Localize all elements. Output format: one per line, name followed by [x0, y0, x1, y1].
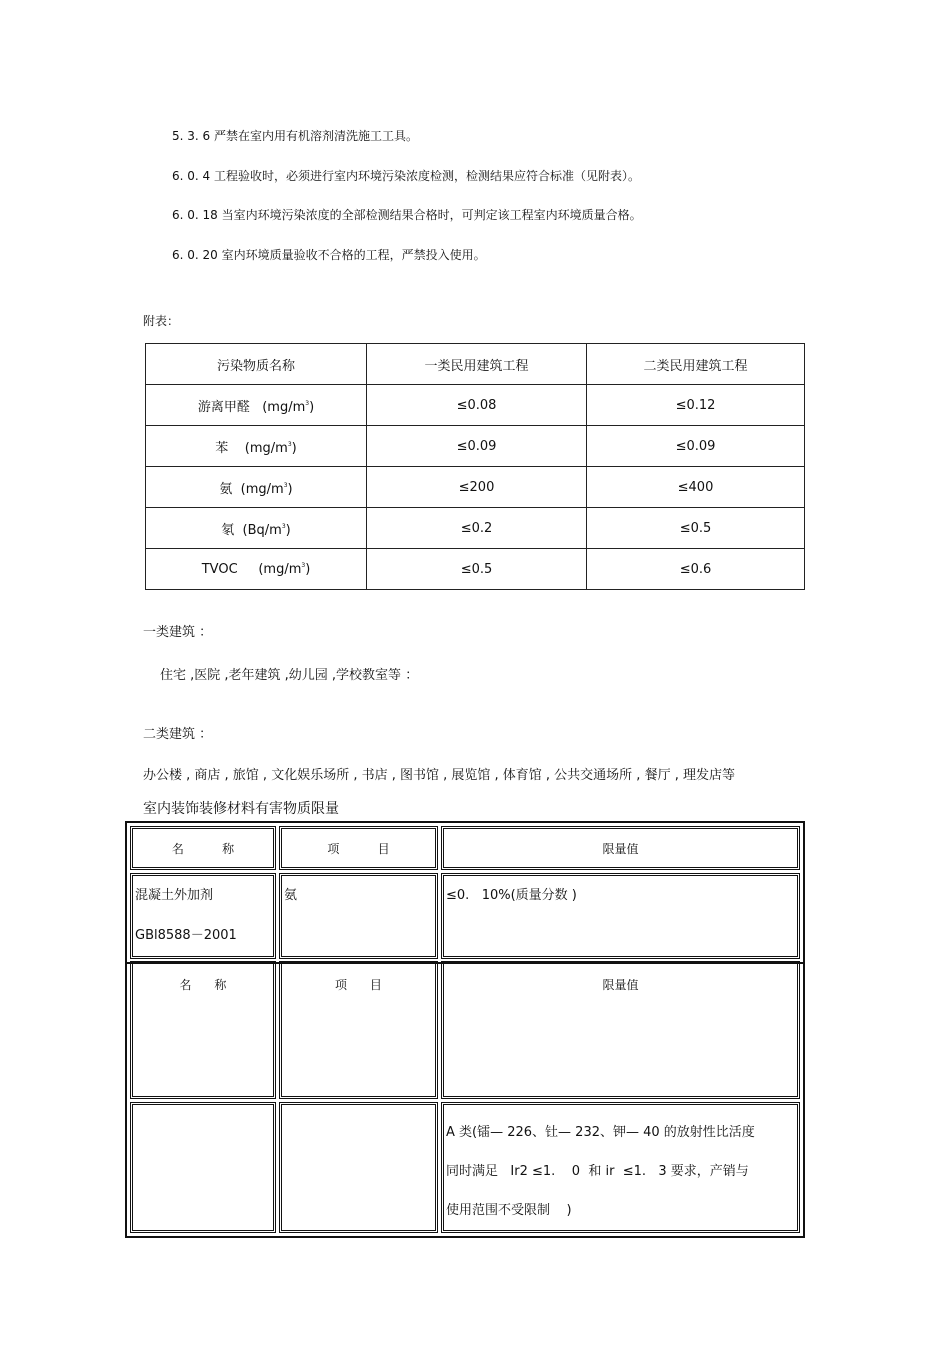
limit-line-3: 使用范围不受限制 ) [446, 1203, 572, 1218]
pollutant-limits-table [145, 343, 805, 590]
unit-close: ) [291, 440, 297, 456]
pollutant-cell [146, 549, 367, 590]
radioactivity-limit-cell [441, 1102, 800, 1233]
pollutant-unit: (mg/m [258, 561, 302, 577]
unit-superscript: 3 [283, 481, 288, 489]
header-class1: 一类民用建筑工程 [367, 344, 587, 385]
header-item-text: 项 目 [327, 841, 390, 856]
table-header-row [130, 961, 800, 1099]
pollutant-unit: (Bq/m [242, 522, 282, 538]
radioactivity-limits-table [125, 958, 805, 1238]
class1-description: 住宅 ,医院 ,老年建筑 ,幼儿园 ,学校教室等 ： [160, 668, 419, 683]
class1-value: ≤200 [367, 467, 587, 508]
table-row [146, 385, 805, 426]
clause-text: 严禁在室内用有机溶剂清洗施工工具。 [214, 129, 419, 143]
clause-text: 当室内环境污染浓度的全部检测结果合格时，可判定该工程室内环境质量合格。 [221, 208, 642, 222]
pollutant-cell [146, 385, 367, 426]
header-item [279, 961, 438, 1099]
empty-name-cell [130, 1102, 276, 1233]
pollutant-unit: (mg/m [244, 440, 288, 456]
clause-6-0-18 [172, 206, 642, 223]
clause-6-0-4 [172, 167, 640, 184]
header-item-text: 项 目 [335, 978, 382, 992]
class1-value: ≤0.5 [367, 549, 587, 590]
table-row [146, 467, 805, 508]
empty-item-cell [279, 1102, 438, 1233]
limit-line-2: 同时满足 Ir2 ≤1. 0 和 ir ≤1. 3 要求，产销与 [446, 1164, 749, 1179]
table-header-row [130, 826, 800, 870]
class2-value: ≤0.09 [587, 426, 805, 467]
header-item [279, 826, 438, 870]
table-row [146, 426, 805, 467]
class2-value: ≤0.12 [587, 385, 805, 426]
item-cell: 氨 [279, 873, 438, 959]
class1-value: ≤0.2 [367, 508, 587, 549]
material-name: 混凝土外加剂 [135, 888, 214, 903]
pollutant-unit: (mg/m [262, 399, 306, 415]
pollutant-unit: (mg/m [240, 481, 284, 497]
clause-number: 6. 0. 4 [172, 169, 211, 183]
class1-value: ≤0.08 [367, 385, 587, 426]
limits-section-title: 室内装饰装修材料有害物质限量 [143, 801, 339, 817]
clause-text: 室内环境质量验收不合格的工程，严禁投入使用。 [221, 248, 486, 262]
material-standard: GBl8588－2001 [135, 928, 237, 943]
class2-description: 办公楼 , 商店 , 旅馆 , 文化娱乐场所 , 书店 , 图书馆 , 展览馆 , 体育馆 , 公共交通场所 , 餐厅 , 理发店等 [143, 768, 735, 783]
material-name-cell [130, 873, 276, 959]
clause-6-0-20 [172, 246, 486, 263]
clause-text: 工程验收时，必须进行室内环境污染浓度检测，检测结果应符合标准（见附表）。 [214, 169, 641, 183]
header-limit: 限量值 [441, 826, 800, 870]
header-limit: 限量值 [441, 961, 800, 1099]
class1-label: 一类建筑 ： [143, 625, 213, 640]
header-name [130, 826, 276, 870]
header-name-text: 名 称 [179, 978, 227, 992]
table-row [146, 549, 805, 590]
table-row [130, 1102, 800, 1233]
pollutant-cell [146, 467, 367, 508]
class2-label: 二类建筑 ： [143, 727, 213, 742]
header-pollutant-name: 污染物质名称 [146, 344, 367, 385]
pollutant-name: TVOC [201, 561, 238, 577]
unit-close: ) [287, 481, 293, 497]
pollutant-name: 氡 [221, 522, 235, 538]
clause-number: 5. 3. 6 [172, 129, 211, 143]
clause-5-3-6 [172, 127, 418, 144]
pollutant-cell [146, 426, 367, 467]
pollutant-cell [146, 508, 367, 549]
class2-value: ≤0.6 [587, 549, 805, 590]
class2-value: ≤400 [587, 467, 805, 508]
unit-close: ) [285, 522, 291, 538]
header-name-text: 名 称 [171, 841, 235, 856]
unit-close: ) [305, 561, 311, 577]
class2-value: ≤0.5 [587, 508, 805, 549]
unit-superscript: 3 [305, 399, 310, 407]
pollutant-name: 氨 [219, 481, 233, 497]
header-name [130, 961, 276, 1099]
appendix-label: 附表： [143, 314, 180, 328]
table-header-row [146, 344, 805, 385]
unit-superscript: 3 [281, 522, 286, 530]
pollutant-name: 苯 [215, 440, 229, 456]
limit-cell: ≤0. 10%(质量分数 ) [441, 873, 800, 959]
unit-superscript: 3 [287, 440, 292, 448]
clause-number: 6. 0. 18 [172, 208, 218, 222]
material-limits-table [125, 821, 805, 964]
class1-value: ≤0.09 [367, 426, 587, 467]
header-class2: 二类民用建筑工程 [587, 344, 805, 385]
unit-superscript: 3 [301, 561, 306, 569]
pollutant-name: 游离甲醛 [197, 399, 250, 415]
unit-close: ) [309, 399, 315, 415]
clause-number: 6. 0. 20 [172, 248, 218, 262]
table-row [146, 508, 805, 549]
limit-line-1: A 类(镭— 226、钍— 232、钾— 40 的放射性比活度 [446, 1125, 755, 1140]
table-row [130, 873, 800, 959]
